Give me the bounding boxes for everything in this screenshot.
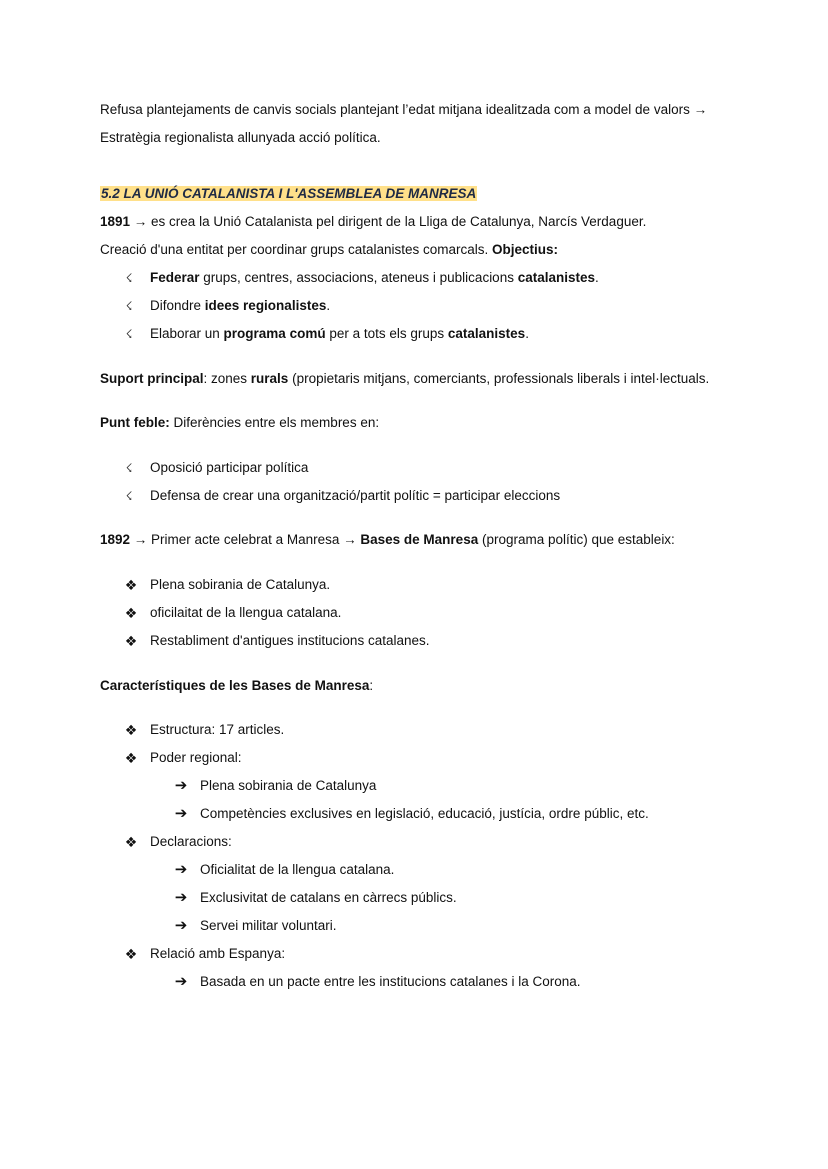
- suport-rurals: rurals: [250, 371, 289, 386]
- paragraph-caracteristiques: [100, 677, 373, 695]
- arrow-bullet-icon: ➔: [174, 889, 188, 906]
- arrow-bullet-icon: ➔: [174, 917, 188, 934]
- punt-feble-label: Punt feble:: [100, 415, 170, 430]
- relacio-sub-1: Basada en un pacte entre les institucions catalanes i la Corona.: [200, 974, 581, 989]
- arrow-bullet-icon: ➔: [174, 973, 188, 990]
- section-heading-row: [100, 185, 477, 203]
- creacio-text: Creació d'una entitat per coordinar grups catalanistes comarcals.: [100, 242, 493, 257]
- year-1892: 1892: [100, 532, 131, 547]
- relacio-item: Relació amb Espanya:: [150, 946, 286, 961]
- objectius-3-bold: programa comú: [223, 326, 326, 341]
- objectius-1-end: .: [595, 270, 599, 285]
- arrow-bullet-icon: ➔: [174, 777, 188, 794]
- diferencia-1: Oposició participar política: [150, 460, 309, 475]
- intro-text-2: Estratègia regionalista allunyada acció política.: [100, 130, 381, 145]
- year-1891: 1891: [100, 214, 131, 229]
- objectius-1-text: grups, centres, associacions, ateneus i publicacions: [199, 270, 518, 285]
- arrow-bullet-icon: ➔: [174, 861, 188, 878]
- poder-sub-2: Competències exclusives en legislació, educació, justícia, ordre públic, etc.: [200, 806, 649, 821]
- diamond-bullet-icon: ❖: [124, 834, 138, 850]
- estructura-item: Estructura: 17 articles.: [150, 722, 285, 737]
- text-1892-1: → Primer acte celebrat a Manresa →: [130, 532, 361, 547]
- diamond-bullet-icon: ❖: [124, 633, 138, 649]
- paragraph-1892: [100, 531, 675, 549]
- intro-text-1: Refusa plantejaments de canvis socials plantejant l’edat mitjana idealitzada com a model de valors →: [100, 102, 708, 117]
- objectius-2-bold: idees regionalistes: [204, 298, 327, 313]
- poder-item: Poder regional:: [150, 750, 242, 765]
- diamond-bullet-icon: ❖: [124, 946, 138, 962]
- objectius-1-bold: Federar: [150, 270, 200, 285]
- intro-line-2: [100, 129, 381, 147]
- suport-text-2: (propietaris mitjans, comerciants, professionals liberals i intel·lectuals.: [288, 371, 710, 386]
- bases-de-manresa: Bases de Manresa: [360, 532, 479, 547]
- text-1892-2: (programa polític) que estableix:: [478, 532, 675, 547]
- caracteristiques-colon: :: [369, 678, 374, 693]
- objectius-1-bold-2: catalanistes: [517, 270, 596, 285]
- diamond-bullet-icon: ❖: [124, 605, 138, 621]
- paragraph-creacio: [100, 241, 558, 259]
- intro-line-1: [100, 101, 707, 119]
- suport-label: Suport principal: [100, 371, 204, 386]
- diamond-bullet-icon: ❖: [124, 750, 138, 766]
- bases-item-1: Plena sobirania de Catalunya.: [150, 577, 331, 592]
- objectius-label: Objectius:: [492, 242, 559, 257]
- bullet-icon: ☇: [125, 271, 133, 285]
- diamond-bullet-icon: ❖: [124, 722, 138, 738]
- bullet-icon: ☇: [125, 299, 133, 313]
- declaracions-item: Declaracions:: [150, 834, 232, 849]
- diferencia-2: Defensa de crear una organització/partit polític = participar eleccions: [150, 488, 561, 503]
- bullet-icon: ☇: [125, 461, 133, 475]
- objectius-2-end: .: [326, 298, 331, 313]
- paragraph-suport: [100, 370, 709, 388]
- declaracions-sub-2: Exclusivitat de catalans en càrrecs públics.: [200, 890, 457, 905]
- bullet-icon: ☇: [125, 489, 133, 503]
- caracteristiques-label: Característiques de les Bases de Manresa: [100, 678, 370, 693]
- objectius-2-text: Difondre: [150, 298, 205, 313]
- suport-text-1: : zones: [203, 371, 251, 386]
- objectius-3-end: .: [525, 326, 529, 341]
- punt-feble-text: Diferències entre els membres en:: [169, 415, 380, 430]
- bases-item-3: Restabliment d'antigues institucions catalanes.: [150, 633, 430, 648]
- arrow-bullet-icon: ➔: [174, 805, 188, 822]
- declaracions-sub-3: Servei militar voluntari.: [200, 918, 337, 933]
- diamond-bullet-icon: ❖: [124, 577, 138, 593]
- bases-item-2: oficilaitat de la llengua catalana.: [150, 605, 342, 620]
- objectius-3-bold-2: catalanistes: [447, 326, 526, 341]
- objectius-3-text: Elaborar un: [150, 326, 224, 341]
- section-heading: 5.2 LA UNIÓ CATALANISTA I L'ASSEMBLEA DE MANRESA: [101, 186, 477, 201]
- paragraph-punt-feble: [100, 414, 379, 432]
- poder-sub-1: Plena sobirania de Catalunya: [200, 778, 377, 793]
- declaracions-sub-1: Oficialitat de la llengua catalana.: [200, 862, 395, 877]
- bullet-icon: ☇: [125, 327, 133, 341]
- objectius-3-text-2: per a tots els grups: [325, 326, 448, 341]
- text-1891: → es crea la Unió Catalanista pel dirigent de la Lliga de Catalunya, Narcís Verdaguer.: [130, 214, 647, 229]
- paragraph-1891: [100, 213, 646, 231]
